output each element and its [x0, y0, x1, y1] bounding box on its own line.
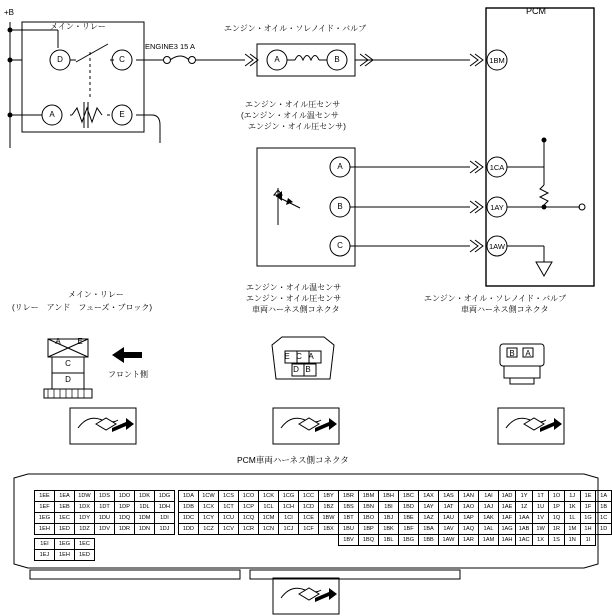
sensor-terminal-a: A: [337, 162, 343, 171]
pcm-pin-cell: 1Z: [516, 502, 533, 513]
pcm-pin-cell: 1CP: [239, 502, 259, 513]
pcm-pin-cell: 1CQ: [239, 513, 259, 524]
pcm-pin-cell: 1DQ: [115, 513, 135, 524]
pcm-pin-cell: 1S: [549, 535, 565, 546]
pcm-pin-cell: 1CN: [259, 524, 279, 535]
pcm-pin-cell: 1DB: [179, 502, 199, 513]
pcm-pin-cell: 1DO: [115, 491, 135, 502]
pcm-pin-cell: 1AR: [459, 535, 479, 546]
pcm-pin-cell: 1W: [533, 524, 549, 535]
pcm-pin-cell: 1BV: [339, 535, 359, 546]
table-row: [499, 535, 612, 546]
solenoid-connector-caption-1: エンジン・オイル・ソレノイド・バルブ: [424, 294, 567, 303]
pcm-pin-cell: 1DJ: [155, 524, 175, 535]
pcm-pin-cell: 1BX: [319, 524, 339, 535]
pcm-pin-cell: 1CT: [219, 502, 239, 513]
pcm-pin-cell: 1BL: [379, 535, 399, 546]
pcm-pin-cell: 1AN: [459, 491, 479, 502]
sensor-connector-caption-2: エンジン・オイル圧センサ: [246, 294, 342, 303]
pcm-pin-cell: 1DK: [135, 491, 155, 502]
table-row: [179, 502, 339, 513]
pcm-pin-cell: 1CW: [199, 491, 219, 502]
front-side-label: フロント側: [108, 370, 148, 379]
pcm-pin-cell: 1EH: [35, 524, 55, 535]
pressure-sensor-label-3: エンジン・オイル圧センサ): [248, 122, 346, 131]
table-row: [35, 513, 175, 524]
pcm-pin-cell: 1AS: [439, 491, 459, 502]
pcm-pin-cell: 1BP: [359, 524, 379, 535]
pcm-pin-cell: 1BQ: [359, 535, 379, 546]
pcm-pin-cell: 1AM: [479, 535, 499, 546]
pcm-pin-1aw: 1AW: [489, 242, 505, 251]
pcm-pin-cell: 1X: [533, 535, 549, 546]
pcm-pin-cell: 1CV: [219, 524, 239, 535]
pcm-pin-cell: 1AV: [439, 524, 459, 535]
pcm-pin-block-4: [498, 490, 612, 546]
pcm-pin-cell: 1CZ: [199, 524, 219, 535]
pcm-pin-cell: 1EH: [55, 550, 75, 561]
solenoid-connector-caption-2: 車両ハーネス側コネクタ: [461, 305, 549, 314]
pcm-pin-cell: 1DH: [155, 502, 175, 513]
pcm-pin-cell: 1BW: [319, 513, 339, 524]
pcm-pin-cell: 1DZ: [75, 524, 95, 535]
pcm-pin-cell: 1AI: [479, 491, 499, 502]
pcm-pin-cell: 1DA: [179, 491, 199, 502]
pcm-pin-cell: 1AG: [499, 524, 516, 535]
pcm-pin-cell: 1EE: [35, 491, 55, 502]
pcm-pin-cell: 1BA: [419, 524, 439, 535]
sensor-terminal-b: B: [337, 202, 343, 211]
table-row: [35, 524, 175, 535]
pcm-pin-cell: 1BO: [359, 513, 379, 524]
pcm-pin-cell: 1AH: [499, 535, 516, 546]
pcm-pin-cell: 1EI: [35, 539, 55, 550]
fuse-label: ENGINE3 15 A: [145, 42, 196, 51]
table-row: [35, 502, 175, 513]
pcm-pin-cell: 1CE: [299, 513, 319, 524]
pcm-pin-block-2: [178, 490, 339, 535]
pcm-connector-caption: PCM車両ハーネス側コネクタ: [237, 455, 349, 465]
solenoid-valve-label: エンジン・オイル・ソレノイド・バルブ: [224, 24, 367, 33]
pcm-pin-cell: 1BN: [359, 502, 379, 513]
pcm-pin-cell: 1I: [580, 535, 596, 546]
pcm-pin-cell: 1BI: [379, 502, 399, 513]
sensor-pin-b: B: [305, 365, 311, 374]
table-row: [499, 491, 612, 502]
pcm-pin-cell: 1CJ: [279, 524, 299, 535]
pcm-pin-cell: 1AF: [499, 513, 516, 524]
main-relay-label: メイン・リレー: [50, 22, 106, 31]
pcm-pin-cell: 1P: [549, 502, 565, 513]
pcm-pin-cell: 1DP: [115, 502, 135, 513]
pcm-pin-cell: 1L: [564, 513, 580, 524]
relay-pin-c: C: [65, 359, 71, 368]
sensor-pin-a: A: [308, 352, 314, 361]
pcm-pin-cell: 1BS: [339, 502, 359, 513]
pcm-pin-cell: 1V: [533, 513, 549, 524]
pcm-pin-cell: 1CF: [299, 524, 319, 535]
pcm-pin-cell: 1DT: [95, 502, 115, 513]
pcm-pin-1bm: 1BM: [489, 56, 505, 65]
pcm-pin-cell: 1DC: [179, 513, 199, 524]
pcm-pin-cell: 1DM: [135, 513, 155, 524]
pcm-pin-cell: 1EJ: [35, 550, 55, 561]
pcm-pin-cell: 1EB: [55, 502, 75, 513]
pcm-pin-cell: 1CS: [219, 491, 239, 502]
solenoid-conn-pin-b: B: [509, 349, 515, 358]
pcm-pin-cell: 1BG: [399, 535, 419, 546]
table-row: [499, 524, 612, 535]
pcm-pin-cell: 1N: [564, 535, 580, 546]
table-row: [179, 491, 339, 502]
pcm-pin-cell: 1AY: [419, 502, 439, 513]
pcm-pin-cell: 1M: [564, 524, 580, 535]
pcm-pin-cell: 1CX: [199, 502, 219, 513]
pcm-pin-cell: 1AX: [419, 491, 439, 502]
pcm-pin-cell: 1CK: [259, 491, 279, 502]
pcm-pin-cell: 1BH: [379, 491, 399, 502]
pcm-pin-cell: 1AB: [516, 524, 533, 535]
pressure-sensor-label-1: エンジン・オイル圧センサ: [245, 100, 341, 109]
pcm-pin-cell: 1ED: [75, 550, 95, 561]
table-row: [499, 513, 612, 524]
relay-connector-caption-1: メイン・リレー: [68, 290, 124, 299]
pcm-pin-cell: 1EC: [55, 513, 75, 524]
sensor-pin-d: D: [293, 365, 299, 374]
pressure-sensor-label-2: (エンジン・オイル温センサ: [241, 111, 339, 120]
solenoid-conn-pin-a: A: [525, 349, 531, 358]
sensor-pin-c: C: [296, 352, 302, 361]
relay-terminal-e: E: [119, 110, 125, 119]
pcm-pin-cell: 1AE: [499, 502, 516, 513]
table-row: [35, 491, 175, 502]
pcm-pin-cell: 1CG: [279, 491, 299, 502]
pcm-pin-cell: 1EG: [55, 539, 75, 550]
pcm-pin-cell: 1DL: [135, 502, 155, 513]
pcm-pin-cell: 1AJ: [479, 502, 499, 513]
pcm-pin-cell: 1AT: [439, 502, 459, 513]
pcm-pin-cell: 1DW: [75, 491, 95, 502]
pcm-pin-cell: 1J: [564, 491, 580, 502]
relay-pin-d: D: [65, 375, 71, 384]
pcm-pin-cell: 1DN: [135, 524, 155, 535]
pcm-pin-cell: 1EC: [75, 539, 95, 550]
pcm-pin-cell: 1D: [596, 524, 612, 535]
sensor-pin-e: E: [284, 352, 290, 361]
pcm-pin-cell: 1AA: [516, 513, 533, 524]
pcm-pin-cell: 1CO: [239, 491, 259, 502]
pcm-pin-cell: 1AD: [499, 491, 516, 502]
sensor-terminal-c: C: [337, 241, 343, 250]
pcm-pin-cell: 1F: [580, 502, 596, 513]
solenoid-terminal-b: B: [334, 55, 340, 64]
table-row: [339, 535, 499, 546]
sensor-connector-caption-1: エンジン・オイル温センサ: [246, 283, 342, 292]
pcm-pin-cell: 1BD: [399, 502, 419, 513]
pcm-pin-cell: 1AL: [479, 524, 499, 535]
table-row: [339, 524, 499, 535]
pcm-pin-cell: 1E: [580, 491, 596, 502]
pcm-pin-cell: 1BJ: [379, 513, 399, 524]
pcm-pin-1ca: 1CA: [489, 163, 505, 172]
pcm-pin-cell: 1BM: [359, 491, 379, 502]
pcm-pin-cell: 1CC: [299, 491, 319, 502]
pcm-title: PCM: [526, 6, 546, 16]
pcm-pin-cell: 1AP: [459, 513, 479, 524]
pcm-pin-cell: 1BY: [319, 491, 339, 502]
table-row: [179, 524, 339, 535]
table-row: [35, 550, 95, 561]
pcm-pin-cell: 1BU: [339, 524, 359, 535]
pcm-pin-cell: 1T: [533, 491, 549, 502]
pcm-pin-cell: 1AK: [479, 513, 499, 524]
pcm-pin-cell: 1K: [564, 502, 580, 513]
pcm-pin-block-1: [34, 490, 175, 535]
table-row: [499, 502, 612, 513]
pcm-pin-cell: 1DV: [95, 524, 115, 535]
pcm-pin-cell: 1BK: [379, 524, 399, 535]
pcm-pin-cell: 1O: [549, 491, 565, 502]
pcm-pin-cell: 1CI: [279, 513, 299, 524]
table-row: [35, 539, 95, 550]
pcm-pin-cell: 1AU: [439, 513, 459, 524]
pcm-pin-cell: 1CM: [259, 513, 279, 524]
relay-pin-e: E: [77, 337, 83, 346]
pcm-pin-cell: 1CL: [259, 502, 279, 513]
pcm-pin-cell: 1Q: [549, 513, 565, 524]
pcm-pin-1ay: 1AY: [490, 203, 504, 212]
pcm-pin-cell: 1Y: [516, 491, 533, 502]
pcm-pin-cell: 1B: [596, 502, 612, 513]
pcm-pin-cell: 1BR: [339, 491, 359, 502]
pcm-pin-cell: 1DS: [95, 491, 115, 502]
pcm-pin-cell: 1DI: [155, 513, 175, 524]
pcm-pin-cell: 1AO: [459, 502, 479, 513]
power-supply-label: +B: [4, 8, 15, 17]
pcm-pin-cell: 1EG: [35, 513, 55, 524]
solenoid-terminal-a: A: [274, 55, 280, 64]
relay-connector-caption-2: (リレー アンド フューズ・ブロック): [12, 303, 153, 312]
pcm-pin-cell: 1AC: [516, 535, 533, 546]
pcm-pin-cell: 1CR: [239, 524, 259, 535]
relay-terminal-a: A: [49, 110, 55, 119]
pcm-pin-cell: 1AW: [439, 535, 459, 546]
table-row: [339, 502, 499, 513]
pcm-pin-cell: 1ED: [55, 524, 75, 535]
pcm-pin-block-1-left: [34, 538, 95, 561]
pcm-pin-cell: 1U: [533, 502, 549, 513]
sensor-connector-caption-3: 車両ハーネス側コネクタ: [252, 305, 340, 314]
pcm-pin-cell: 1AZ: [419, 513, 439, 524]
relay-terminal-c: C: [119, 55, 125, 64]
pcm-pin-cell: 1DX: [75, 502, 95, 513]
pcm-pin-cell: 1C: [596, 513, 612, 524]
pcm-pin-cell: 1BZ: [319, 502, 339, 513]
table-row: [179, 513, 339, 524]
pcm-pin-cell: 1DD: [179, 524, 199, 535]
pcm-pin-cell: 1BE: [399, 513, 419, 524]
pcm-pin-cell: 1EF: [35, 502, 55, 513]
pcm-pin-cell: 1DR: [115, 524, 135, 535]
pcm-pin-cell: 1CU: [219, 513, 239, 524]
pcm-pin-cell: 1BC: [399, 491, 419, 502]
pcm-pin-cell: 1BT: [339, 513, 359, 524]
pcm-pin-cell: 1CD: [299, 502, 319, 513]
pcm-pin-cell: 1BF: [399, 524, 419, 535]
pcm-pin-cell: 1AQ: [459, 524, 479, 535]
pcm-pin-cell: 1EA: [55, 491, 75, 502]
relay-terminal-d: D: [57, 55, 63, 64]
pcm-pin-cell: 1CY: [199, 513, 219, 524]
pcm-pin-cell: 1BB: [419, 535, 439, 546]
pcm-pin-cell: 1DU: [95, 513, 115, 524]
table-row: [339, 491, 499, 502]
pcm-pin-cell: 1DG: [155, 491, 175, 502]
relay-pin-a: A: [55, 337, 61, 346]
pcm-pin-cell: 1A: [596, 491, 612, 502]
table-row: [339, 513, 499, 524]
pcm-pin-cell: 1DY: [75, 513, 95, 524]
pcm-pin-cell: 1CH: [279, 502, 299, 513]
pcm-pin-cell: 1H: [580, 524, 596, 535]
pcm-pin-cell: 1G: [580, 513, 596, 524]
pcm-pin-cell: 1R: [549, 524, 565, 535]
pcm-pin-block-3: [338, 490, 499, 546]
